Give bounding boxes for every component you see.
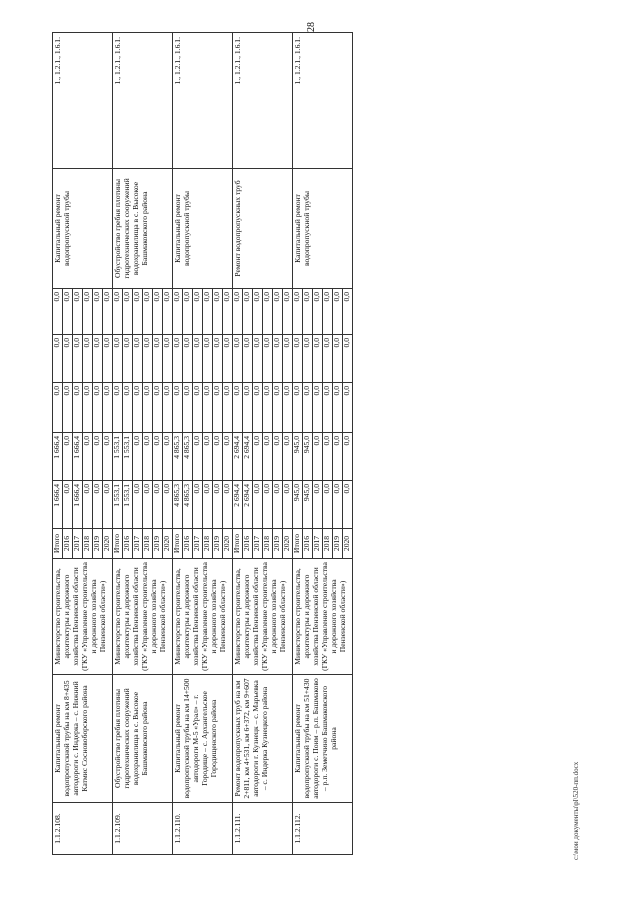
value-cell-v2: 1 553,1: [113, 433, 123, 481]
year-cell: 2016: [183, 529, 193, 559]
value-cell-v5: 0,0: [153, 289, 163, 335]
year-cell: 2018: [263, 529, 273, 559]
indicator-link: 1., 1.2.1., 1.6.1.: [233, 33, 293, 169]
rotated-table-container: [52, 33, 572, 855]
year-cell: Итого: [233, 529, 243, 559]
expected-result: Обустройство гребня плотины гидротехнических сооружений водохранилища в с. Высокое Башмаковского района: [113, 169, 173, 289]
expected-result: Капитальный ремонт водопропускной трубы: [293, 169, 353, 289]
value-cell-v2: 0,0: [333, 433, 343, 481]
indicator-link: 1., 1.2.1., 1.6.1.: [53, 33, 113, 169]
value-cell-v1: 0,0: [323, 481, 333, 529]
year-cell: 2019: [153, 529, 163, 559]
value-cell-v1: 0,0: [83, 481, 93, 529]
value-cell-v5: 0,0: [143, 289, 153, 335]
value-cell-v3: 0,0: [163, 383, 173, 433]
value-cell-v5: 0,0: [183, 289, 193, 335]
year-cell: 2016: [123, 529, 133, 559]
value-cell-v2: 0,0: [323, 433, 333, 481]
value-cell-v4: 0,0: [83, 335, 93, 383]
year-cell: 2017: [313, 529, 323, 559]
year-cell: 2016: [63, 529, 73, 559]
value-cell-v4: 0,0: [273, 335, 283, 383]
value-cell-v4: 0,0: [163, 335, 173, 383]
value-cell-v4: 0,0: [213, 335, 223, 383]
value-cell-v2: 4 865,3: [183, 433, 193, 481]
value-cell-v3: 0,0: [263, 383, 273, 433]
value-cell-v5: 0,0: [83, 289, 93, 335]
row-number: 1.1.2.111.: [233, 803, 293, 855]
value-cell-v3: 0,0: [313, 383, 323, 433]
value-cell-v2: 0,0: [63, 433, 73, 481]
value-cell-v5: 0,0: [63, 289, 73, 335]
value-cell-v3: 0,0: [93, 383, 103, 433]
value-cell-v2: 1 666,4: [73, 433, 83, 481]
program-table: [52, 32, 353, 855]
measure-name: Капитальный ремонт водопропускной трубы на км 51+430 автодороги с. Поим – р.п. Башмаково – р.п. Земетчино Башмаковского района: [293, 675, 353, 803]
value-cell-v1: 4 865,3: [183, 481, 193, 529]
footer-file-path: c:\мои документы\pl\520-пп.docx: [572, 761, 580, 860]
measure-name: Обустройство гребня плотины гидротехнических сооружений водохранилища в с. Высокое Башмаковского района: [113, 675, 173, 803]
value-cell-v2: 0,0: [93, 433, 103, 481]
value-cell-v2: 945,0: [293, 433, 303, 481]
value-cell-v3: 0,0: [323, 383, 333, 433]
value-cell-v2: 0,0: [313, 433, 323, 481]
year-cell: 2020: [283, 529, 293, 559]
value-cell-v3: 0,0: [303, 383, 313, 433]
expected-result: Капитальный ремонт водопропускной трубы: [53, 169, 113, 289]
value-cell-v3: 0,0: [83, 383, 93, 433]
year-cell: Итого: [113, 529, 123, 559]
value-cell-v1: 0,0: [163, 481, 173, 529]
value-cell-v4: 0,0: [123, 335, 133, 383]
value-cell-v4: 0,0: [313, 335, 323, 383]
value-cell-v1: 0,0: [103, 481, 113, 529]
value-cell-v2: 4 865,3: [173, 433, 183, 481]
value-cell-v1: 0,0: [63, 481, 73, 529]
value-cell-v5: 0,0: [133, 289, 143, 335]
value-cell-v1: 0,0: [223, 481, 233, 529]
value-cell-v1: 0,0: [213, 481, 223, 529]
value-cell-v1: 0,0: [143, 481, 153, 529]
value-cell-v5: 0,0: [173, 289, 183, 335]
value-cell-v1: 1 666,4: [53, 481, 63, 529]
value-cell-v4: 0,0: [183, 335, 193, 383]
value-cell-v4: 0,0: [323, 335, 333, 383]
value-cell-v4: 0,0: [73, 335, 83, 383]
value-cell-v1: 0,0: [153, 481, 163, 529]
value-cell-v3: 0,0: [203, 383, 213, 433]
value-cell-v5: 0,0: [53, 289, 63, 335]
value-cell-v3: 0,0: [73, 383, 83, 433]
value-cell-v3: 0,0: [153, 383, 163, 433]
value-cell-v2: 1 666,4: [53, 433, 63, 481]
value-cell-v4: 0,0: [63, 335, 73, 383]
value-cell-v1: 1 666,4: [73, 481, 83, 529]
year-cell: 2017: [253, 529, 263, 559]
year-cell: 2020: [223, 529, 233, 559]
value-cell-v2: 0,0: [143, 433, 153, 481]
value-cell-v3: 0,0: [63, 383, 73, 433]
value-cell-v5: 0,0: [303, 289, 313, 335]
value-cell-v1: 2 694,4: [243, 481, 253, 529]
value-cell-v1: 0,0: [263, 481, 273, 529]
value-cell-v1: 1 553,1: [113, 481, 123, 529]
value-cell-v3: 0,0: [283, 383, 293, 433]
value-cell-v2: 0,0: [203, 433, 213, 481]
value-cell-v5: 0,0: [73, 289, 83, 335]
value-cell-v5: 0,0: [163, 289, 173, 335]
value-cell-v4: 0,0: [153, 335, 163, 383]
value-cell-v5: 0,0: [203, 289, 213, 335]
value-cell-v5: 0,0: [243, 289, 253, 335]
year-cell: 2016: [243, 529, 253, 559]
expected-result: Капитальный ремонт водопропускной трубы: [173, 169, 233, 289]
value-cell-v3: 0,0: [223, 383, 233, 433]
executor-name: Министерство строительства, архитектуры и дорожного хозяйства Пензенской области (ГКУ «Управление строительства и дорожного хозяйства Пензенской области»): [173, 559, 233, 675]
value-cell-v4: 0,0: [293, 335, 303, 383]
value-cell-v3: 0,0: [293, 383, 303, 433]
table-row: [233, 33, 243, 855]
value-cell-v5: 0,0: [263, 289, 273, 335]
value-cell-v1: 0,0: [333, 481, 343, 529]
value-cell-v4: 0,0: [113, 335, 123, 383]
value-cell-v3: 0,0: [123, 383, 133, 433]
value-cell-v1: 945,0: [303, 481, 313, 529]
value-cell-v4: 0,0: [343, 335, 353, 383]
value-cell-v4: 0,0: [253, 335, 263, 383]
value-cell-v2: 0,0: [193, 433, 203, 481]
value-cell-v4: 0,0: [173, 335, 183, 383]
value-cell-v1: 0,0: [93, 481, 103, 529]
year-cell: 2019: [93, 529, 103, 559]
value-cell-v5: 0,0: [223, 289, 233, 335]
value-cell-v5: 0,0: [343, 289, 353, 335]
value-cell-v2: 0,0: [83, 433, 93, 481]
value-cell-v5: 0,0: [103, 289, 113, 335]
year-cell: 2019: [333, 529, 343, 559]
value-cell-v2: 945,0: [303, 433, 313, 481]
page-number: 28: [306, 22, 317, 32]
value-cell-v5: 0,0: [273, 289, 283, 335]
value-cell-v4: 0,0: [93, 335, 103, 383]
value-cell-v3: 0,0: [113, 383, 123, 433]
row-number: 1.1.2.108.: [53, 803, 113, 855]
year-cell: 2017: [133, 529, 143, 559]
value-cell-v3: 0,0: [183, 383, 193, 433]
year-cell: 2020: [343, 529, 353, 559]
value-cell-v1: 0,0: [283, 481, 293, 529]
year-cell: 2020: [103, 529, 113, 559]
value-cell-v3: 0,0: [143, 383, 153, 433]
value-cell-v3: 0,0: [243, 383, 253, 433]
value-cell-v4: 0,0: [303, 335, 313, 383]
value-cell-v1: 0,0: [273, 481, 283, 529]
value-cell-v5: 0,0: [253, 289, 263, 335]
executor-name: Министерство строительства, архитектуры и дорожного хозяйства Пензенской области (ГКУ «Управление строительства и дорожного хозяйства Пензенской области»): [113, 559, 173, 675]
value-cell-v2: 2 694,4: [233, 433, 243, 481]
value-cell-v5: 0,0: [323, 289, 333, 335]
year-cell: 2019: [213, 529, 223, 559]
value-cell-v2: 0,0: [213, 433, 223, 481]
year-cell: Итого: [293, 529, 303, 559]
value-cell-v4: 0,0: [233, 335, 243, 383]
value-cell-v4: 0,0: [243, 335, 253, 383]
value-cell-v2: 0,0: [223, 433, 233, 481]
indicator-link: 1., 1.2.1., 1.6.1.: [293, 33, 353, 169]
value-cell-v1: 0,0: [343, 481, 353, 529]
year-cell: 2018: [83, 529, 93, 559]
value-cell-v3: 0,0: [133, 383, 143, 433]
value-cell-v4: 0,0: [263, 335, 273, 383]
value-cell-v1: 0,0: [253, 481, 263, 529]
row-number: 1.1.2.109.: [113, 803, 173, 855]
value-cell-v3: 0,0: [53, 383, 63, 433]
measure-name: Капитальный ремонт водопропускной трубы на км 8+435 автодороги с. Индерка – с. Нижний Катмис Сосновоборского района: [53, 675, 113, 803]
value-cell-v2: 0,0: [163, 433, 173, 481]
value-cell-v4: 0,0: [333, 335, 343, 383]
value-cell-v4: 0,0: [193, 335, 203, 383]
value-cell-v1: 945,0: [293, 481, 303, 529]
value-cell-v2: 0,0: [283, 433, 293, 481]
measure-name: Ремонт водопропускных труб на км 2+811, км 4+531, км 6+372, км 9+607 автодороги г. Кузнецк – с. Марьевка – с. Индерка Кузнецкого района: [233, 675, 293, 803]
row-number: 1.1.2.112.: [293, 803, 353, 855]
value-cell-v4: 0,0: [103, 335, 113, 383]
expected-result: Ремонт водопропускных труб: [233, 169, 293, 289]
year-cell: Итого: [53, 529, 63, 559]
value-cell-v5: 0,0: [113, 289, 123, 335]
value-cell-v5: 0,0: [123, 289, 133, 335]
value-cell-v2: 0,0: [153, 433, 163, 481]
value-cell-v4: 0,0: [143, 335, 153, 383]
value-cell-v3: 0,0: [233, 383, 243, 433]
value-cell-v3: 0,0: [273, 383, 283, 433]
value-cell-v1: 0,0: [313, 481, 323, 529]
value-cell-v1: 0,0: [203, 481, 213, 529]
value-cell-v3: 0,0: [343, 383, 353, 433]
year-cell: 2017: [193, 529, 203, 559]
table-row: [53, 33, 63, 855]
value-cell-v4: 0,0: [53, 335, 63, 383]
value-cell-v4: 0,0: [203, 335, 213, 383]
value-cell-v2: 0,0: [273, 433, 283, 481]
value-cell-v5: 0,0: [193, 289, 203, 335]
value-cell-v5: 0,0: [213, 289, 223, 335]
value-cell-v1: 1 553,1: [123, 481, 133, 529]
table-row: [173, 33, 183, 855]
table-body: [53, 33, 353, 855]
value-cell-v2: 1 553,1: [123, 433, 133, 481]
value-cell-v3: 0,0: [193, 383, 203, 433]
value-cell-v2: 0,0: [133, 433, 143, 481]
value-cell-v3: 0,0: [333, 383, 343, 433]
footer-box: [572, 600, 586, 860]
value-cell-v3: 0,0: [213, 383, 223, 433]
value-cell-v5: 0,0: [283, 289, 293, 335]
value-cell-v1: 4 865,3: [173, 481, 183, 529]
value-cell-v5: 0,0: [93, 289, 103, 335]
indicator-link: 1., 1.2.1., 1.6.1.: [113, 33, 173, 169]
value-cell-v4: 0,0: [223, 335, 233, 383]
value-cell-v5: 0,0: [333, 289, 343, 335]
value-cell-v3: 0,0: [103, 383, 113, 433]
executor-name: Министерство строительства, архитектуры и дорожного хозяйства Пензенской области (ГКУ «Управление строительства и дорожного хозяйства Пензенской области»): [53, 559, 113, 675]
value-cell-v2: 0,0: [253, 433, 263, 481]
value-cell-v4: 0,0: [283, 335, 293, 383]
row-number: 1.1.2.110.: [173, 803, 233, 855]
year-cell: 2017: [73, 529, 83, 559]
measure-name: Капитальный ремонт водопропускной трубы на км 14+500 автодороги М-5 «Урал» – г. Городище – с. Архангельское Городищенского района: [173, 675, 233, 803]
year-cell: 2018: [323, 529, 333, 559]
executor-name: Министерство строительства, архитектуры и дорожного хозяйства Пензенской области (ГКУ «Управление строительства и дорожного хозяйства Пензенской области»): [233, 559, 293, 675]
value-cell-v5: 0,0: [233, 289, 243, 335]
table-row: [293, 33, 303, 855]
year-cell: 2018: [143, 529, 153, 559]
value-cell-v1: 2 694,4: [233, 481, 243, 529]
indicator-link: 1., 1.2.1., 1.6.1.: [173, 33, 233, 169]
value-cell-v4: 0,0: [133, 335, 143, 383]
table-row: [113, 33, 123, 855]
value-cell-v5: 0,0: [293, 289, 303, 335]
value-cell-v2: 2 694,4: [243, 433, 253, 481]
value-cell-v3: 0,0: [173, 383, 183, 433]
value-cell-v2: 0,0: [263, 433, 273, 481]
year-cell: 2018: [203, 529, 213, 559]
value-cell-v5: 0,0: [313, 289, 323, 335]
year-cell: Итого: [173, 529, 183, 559]
year-cell: 2019: [273, 529, 283, 559]
value-cell-v3: 0,0: [253, 383, 263, 433]
executor-name: Министерство строительства, архитектуры и дорожного хозяйства Пензенской области (ГКУ «Управление строительства и дорожного хозяйства Пензенской области»): [293, 559, 353, 675]
value-cell-v2: 0,0: [343, 433, 353, 481]
year-cell: 2016: [303, 529, 313, 559]
value-cell-v1: 0,0: [193, 481, 203, 529]
value-cell-v2: 0,0: [103, 433, 113, 481]
value-cell-v1: 0,0: [133, 481, 143, 529]
year-cell: 2020: [163, 529, 173, 559]
